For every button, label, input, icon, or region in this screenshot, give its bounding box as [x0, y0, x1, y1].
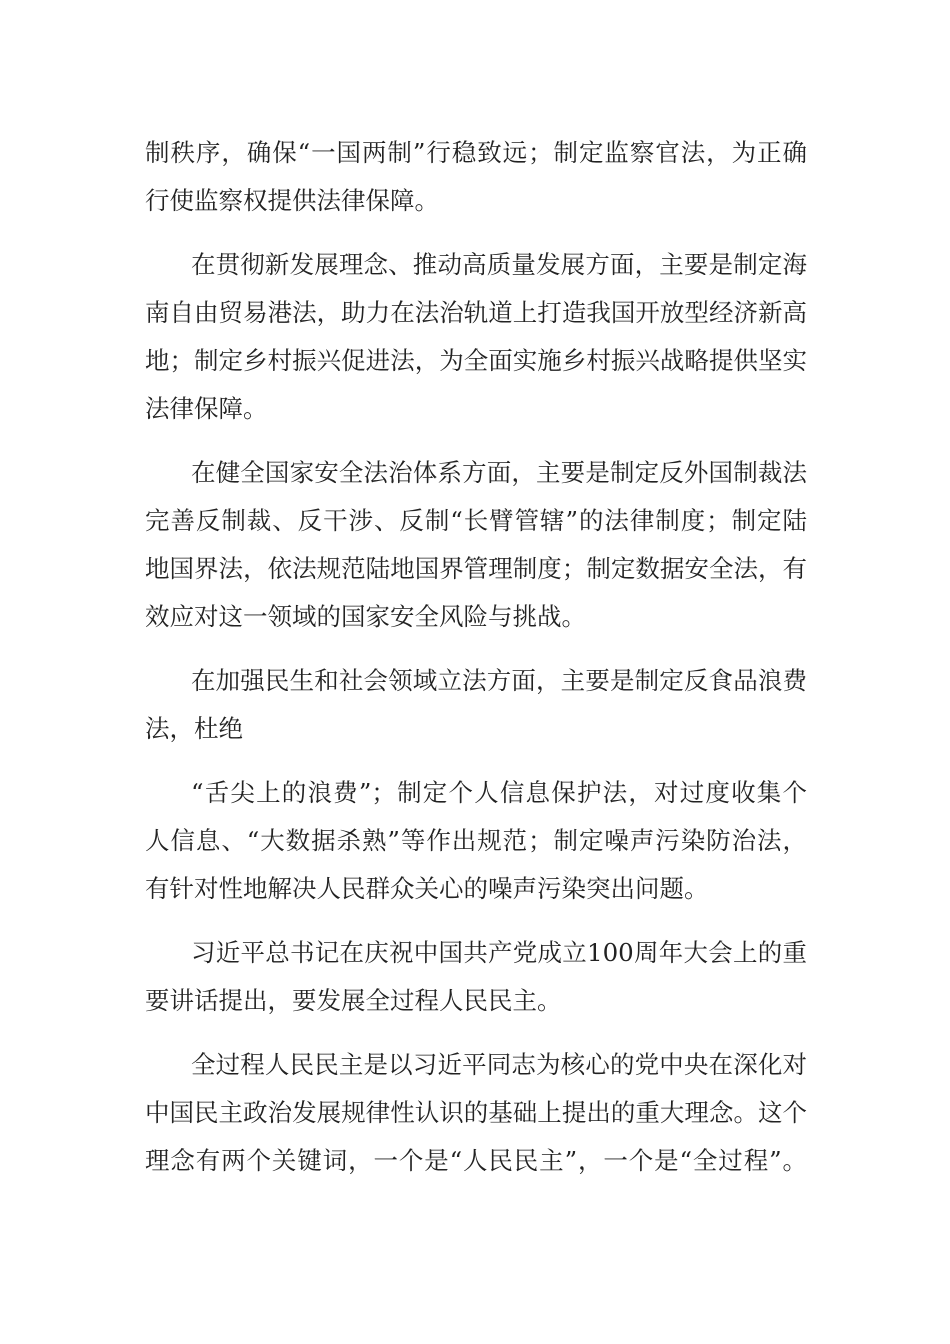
text-line: 行使监察权提供法律保障。	[145, 186, 439, 215]
text-line: 制秩序，确保“一国两制”行稳致远；制定监察官法，为正确	[145, 138, 807, 167]
text-line: 理念有两个关键词，一个是“人民民主”，一个是“全过程”。	[145, 1146, 807, 1175]
text-line: 在加强民生和社会领域立法方面，主要是制定反食品浪费	[191, 666, 807, 695]
text-line: 在贯彻新发展理念、推动高质量发展方面，主要是制定海	[191, 250, 807, 279]
text-line: 南自由贸易港法，助力在法治轨道上打造我国开放型经济新高	[145, 298, 807, 327]
text-line: “舌尖上的浪费”；制定个人信息保护法，对过度收集个	[191, 778, 807, 807]
text-line: 地国界法，依法规范陆地国界管理制度；制定数据安全法，有	[145, 554, 807, 583]
text-line: 要讲话提出，要发展全过程人民民主。	[145, 986, 562, 1015]
text-line: 完善反制裁、反干涉、反制“长臂管辖”的法律制度；制定陆	[145, 506, 807, 535]
text-line: 在健全国家安全法治体系方面，主要是制定反外国制裁法	[191, 458, 807, 487]
text-line: 地；制定乡村振兴促进法，为全面实施乡村振兴战略提供坚实	[145, 346, 807, 375]
text-line: 法律保障。	[145, 394, 268, 423]
text-line: 有针对性地解决人民群众关心的噪声污染突出问题。	[145, 874, 709, 903]
text-line: 效应对这一领域的国家安全风险与挑战。	[145, 602, 586, 631]
text-line: 全过程人民民主是以习近平同志为核心的党中央在深化对	[191, 1050, 807, 1079]
text-line: 法，杜绝	[145, 714, 243, 743]
text-line: 中国民主政治发展规律性认识的基础上提出的重大理念。这个	[145, 1098, 807, 1127]
text-line: 人信息、“大数据杀熟”等作出规范；制定噪声污染防治法，	[145, 826, 807, 855]
text-line: 习近平总书记在庆祝中国共产党成立100周年大会上的重	[191, 938, 807, 967]
